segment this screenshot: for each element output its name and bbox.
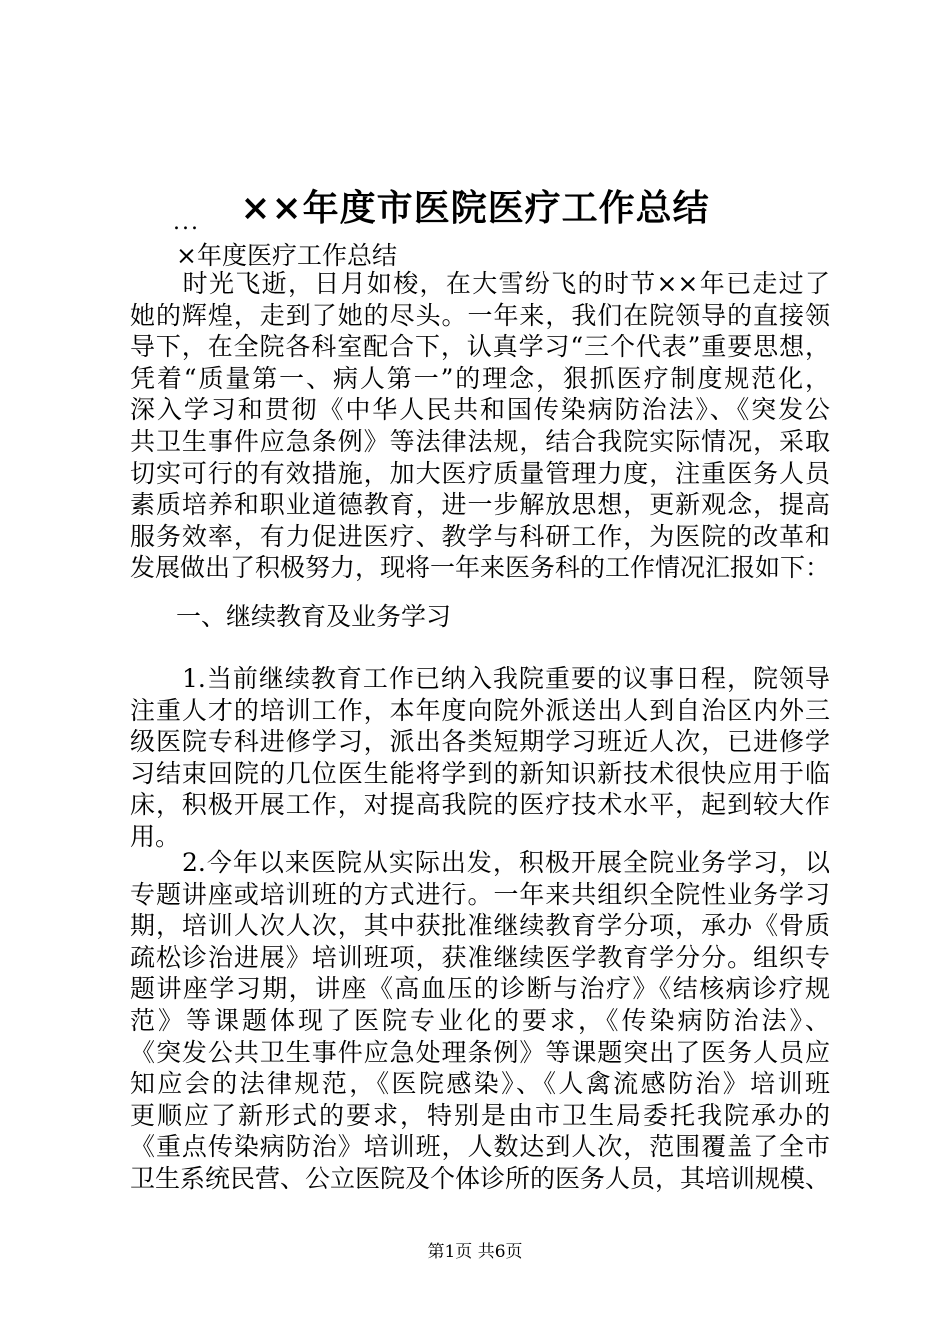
paragraph-line: 卫生系统民营、公立医院及个体诊所的医务人员，其培训规模、 <box>130 1163 830 1193</box>
paragraph-line: 《突发公共卫生事件应急处理条例》等课题突出了医务人员应 <box>130 1037 830 1067</box>
paragraph-line: 级医院专科进修学习，派出各类短期学习班近人次，已进修学 <box>130 727 830 757</box>
paragraph-line: 她的辉煌，走到了她的尽头。一年来，我们在院领导的直接领 <box>130 300 830 330</box>
paragraph-line: 导下，在全院各科室配合下，认真学习“三个代表”重要思想， <box>130 332 830 362</box>
section1-paragraph <box>130 663 830 853</box>
paragraph-line: 疏松诊治进展》培训班项，获准继续医学教育学分分。组织专 <box>130 942 830 972</box>
page-footer: 第1页 共6页 <box>427 1242 523 1262</box>
paragraph-line: 服务效率，有力促进医疗、教学与科研工作，为医院的改革和 <box>130 521 830 551</box>
ellipsis-mark: ... <box>173 210 200 235</box>
paragraph-line: 习结束回院的几位医生能将学到的新知识新技术很快应用于临 <box>130 758 830 788</box>
intro-paragraph <box>130 268 830 584</box>
paragraph-line: 用。 <box>130 821 181 851</box>
page-title: ××年度市医院医疗工作总结 <box>240 187 710 229</box>
paragraph-line: 注重人才的培训工作，本年度向院外派送出人到自治区内外三 <box>130 695 830 725</box>
paragraph-line: 切实可行的有效措施，加大医疗质量管理力度，注重医务人员 <box>130 458 830 488</box>
paragraph-line: 发展做出了积极努力，现将一年来医务科的工作情况汇报如下： <box>130 553 830 583</box>
subtitle: ×年度医疗工作总结 <box>176 241 397 270</box>
paragraph-line: 题讲座学习期，讲座《高血压的诊断与治疗》《结核病诊疗规 <box>130 974 830 1004</box>
paragraph-line: 深入学习和贯彻《中华人民共和国传染病防治法》、《突发公 <box>130 395 830 425</box>
paragraph-line: 2.今年以来医院从实际出发，积极开展全院业务学习，以 <box>130 848 830 877</box>
paragraph-line: 凭着“质量第一、病人第一”的理念，狠抓医疗制度规范化， <box>130 363 830 393</box>
paragraph-line: 1.当前继续教育工作已纳入我院重要的议事日程，院领导 <box>130 664 830 693</box>
paragraph-line: 时光飞逝，日月如梭，在大雪纷飞的时节××年已走过了 <box>130 269 830 298</box>
paragraph-line: 专题讲座或培训班的方式进行。一年来共组织全院性业务学习 <box>130 879 830 909</box>
paragraph-line: 素质培养和职业道德教育，进一步解放思想，更新观念，提高 <box>130 490 830 520</box>
paragraph-line: 床，积极开展工作，对提高我院的医疗技术水平，起到较大作 <box>130 790 830 820</box>
section-heading: 一、继续教育及业务学习 <box>176 602 452 631</box>
paragraph-line: 《重点传染病防治》培训班，人数达到人次，范围覆盖了全市 <box>130 1132 830 1162</box>
paragraph-line: 更顺应了新形式的要求，特别是由市卫生局委托我院承办的 <box>130 1100 830 1130</box>
paragraph-line: 期，培训人次人次，其中获批准继续教育学分项，承办《骨质 <box>130 911 830 941</box>
paragraph-line: 范》等课题体现了医院专业化的要求，《传染病防治法》、 <box>130 1005 830 1035</box>
paragraph-line: 知应会的法律规范，《医院感染》、《人禽流感防治》培训班 <box>130 1069 830 1099</box>
section2-paragraph <box>130 847 830 1195</box>
paragraph-line: 共卫生事件应急条例》等法律法规，结合我院实际情况，采取 <box>130 426 830 456</box>
